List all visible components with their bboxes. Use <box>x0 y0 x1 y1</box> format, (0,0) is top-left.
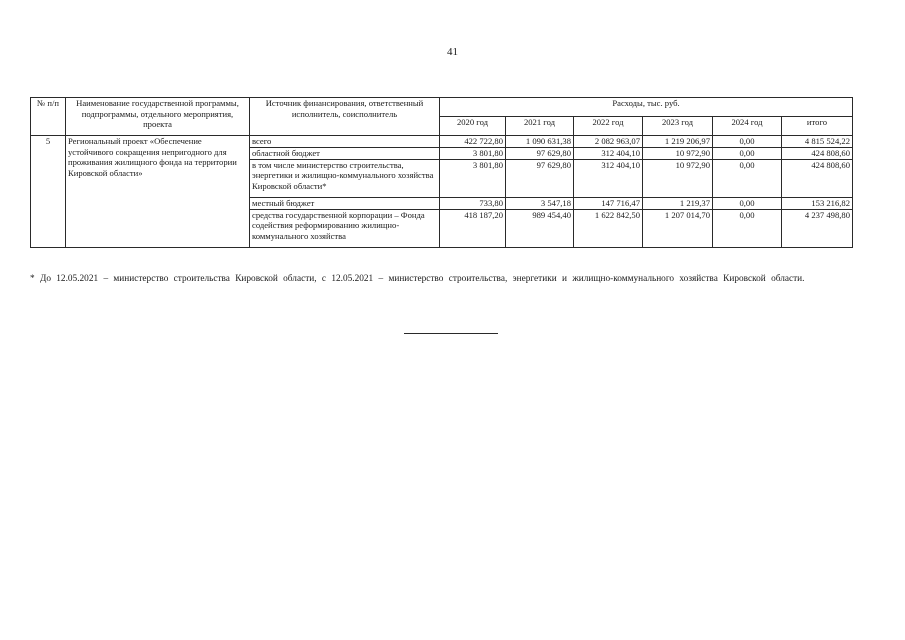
footnote: * До 12.05.2021 – министерство строительства Кировской области, с 12.05.2021 – министерство строительства, энергетики и жилищно-коммунального хозяйства Кировской области. <box>30 274 805 284</box>
value-cell: 0,00 <box>713 147 782 159</box>
value-cell: 418 187,20 <box>440 209 506 247</box>
value-cell: 0,00 <box>713 159 782 197</box>
source-regional-budget: областной бюджет <box>250 147 440 159</box>
value-cell: 4 237 498,80 <box>782 209 853 247</box>
header-year-2023: 2023 год <box>643 117 713 136</box>
separator-line <box>404 333 498 334</box>
value-cell: 0,00 <box>713 209 782 247</box>
value-cell: 424 808,60 <box>782 147 853 159</box>
header-expenses: Расходы, тыс. руб. <box>440 98 853 117</box>
value-cell: 10 972,90 <box>643 159 713 197</box>
value-cell: 153 216,82 <box>782 197 853 209</box>
value-cell: 3 801,80 <box>440 159 506 197</box>
source-total: всего <box>250 136 440 148</box>
header-year-2020: 2020 год <box>440 117 506 136</box>
header-source: Источник финансирования, ответственный исполнитель, соисполнитель <box>250 98 440 136</box>
project-name: Региональный проект «Обеспечение устойчивого сокращения непригодного для проживания жилищного фонда на территории Кировской области» <box>66 136 250 248</box>
value-cell: 422 722,80 <box>440 136 506 148</box>
value-cell: 3 547,18 <box>506 197 574 209</box>
source-ministry: в том числе министерство строительства, энергетики и жилищно-коммунального хозяйства Кировской области* <box>250 159 440 197</box>
row-number: 5 <box>31 136 66 248</box>
header-total: итого <box>782 117 853 136</box>
value-cell: 97 629,80 <box>506 147 574 159</box>
source-local-budget: местный бюджет <box>250 197 440 209</box>
page-number: 41 <box>447 46 458 58</box>
value-cell: 97 629,80 <box>506 159 574 197</box>
value-cell: 1 207 014,70 <box>643 209 713 247</box>
value-cell: 424 808,60 <box>782 159 853 197</box>
value-cell: 10 972,90 <box>643 147 713 159</box>
value-cell: 312 404,10 <box>574 147 643 159</box>
value-cell: 0,00 <box>713 197 782 209</box>
source-housing-fund: средства государственной корпорации – Фонда содействия реформированию жилищно-коммунального хозяйства <box>250 209 440 247</box>
value-cell: 2 082 963,07 <box>574 136 643 148</box>
value-cell: 1 090 631,38 <box>506 136 574 148</box>
value-cell: 0,00 <box>713 136 782 148</box>
header-number: № п/п <box>31 98 66 136</box>
value-cell: 3 801,80 <box>440 147 506 159</box>
header-year-2022: 2022 год <box>574 117 643 136</box>
value-cell: 989 454,40 <box>506 209 574 247</box>
value-cell: 4 815 524,22 <box>782 136 853 148</box>
header-year-2024: 2024 год <box>713 117 782 136</box>
financing-table <box>30 97 853 248</box>
header-year-2021: 2021 год <box>506 117 574 136</box>
value-cell: 1 219,37 <box>643 197 713 209</box>
header-name: Наименование государственной программы, подпрограммы, отдельного мероприятия, проекта <box>66 98 250 136</box>
value-cell: 312 404,10 <box>574 159 643 197</box>
value-cell: 147 716,47 <box>574 197 643 209</box>
value-cell: 1 219 206,97 <box>643 136 713 148</box>
value-cell: 733,80 <box>440 197 506 209</box>
value-cell: 1 622 842,50 <box>574 209 643 247</box>
